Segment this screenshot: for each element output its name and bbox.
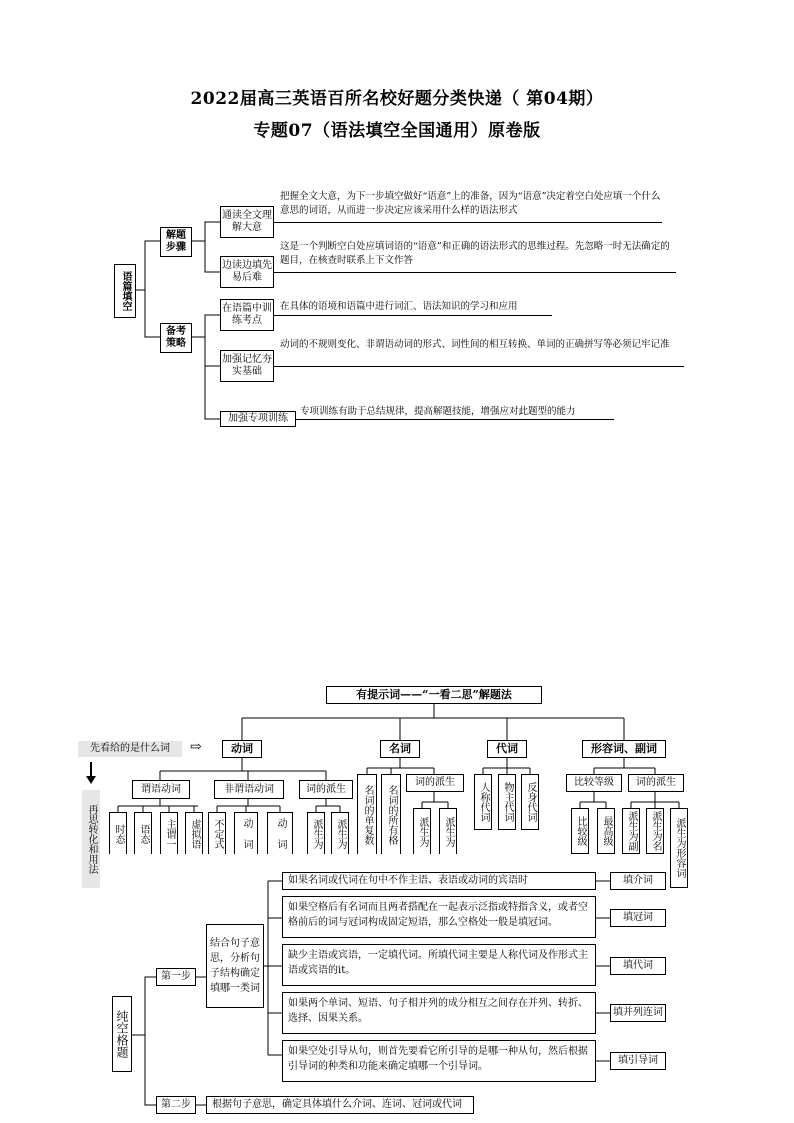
group-pronoun: 代词 xyxy=(487,740,527,758)
step2-desc xyxy=(206,1096,474,1114)
verb-leaf: 主谓一 xyxy=(160,812,178,854)
step2-label: 第二步 xyxy=(156,1096,196,1114)
step1-label: 第一步 xyxy=(156,968,196,986)
rule-desc: 缺少主语或宾语，一定填代词。所填代词主要是人称代词及作形式主语或宾语的it。 xyxy=(288,950,588,976)
verb-leaf: 派生为 xyxy=(331,812,349,854)
desc-read-and-fill: 这是一个判断空白处应填词语的“语意”和正确的语法形式的思维过程。先忽略一时无法确定的题目，在核查时联系上下文作答 xyxy=(280,241,670,266)
rule-box-preposition xyxy=(282,872,596,890)
result-preposition: 填介词 xyxy=(610,872,666,890)
desc-special-training: 专项训练有助于总结规律，提高解题技能，增强应对此题型的能力 xyxy=(300,406,576,417)
step2-text: 根据句子意思，确定具体填什么介词、连词、冠词或代词 xyxy=(212,1099,462,1110)
desc-train-in-context: 在具体的语境和语篇中进行词汇、语法知识的学习和应用 xyxy=(280,301,518,312)
noun-sub-possessive: 名词的所有格 xyxy=(381,774,401,854)
adj-sub-derivation: 词的派生 xyxy=(628,774,684,792)
underline xyxy=(296,419,614,420)
right-arrow-icon: ⇨ xyxy=(190,739,202,755)
rule-desc: 如果空格后有名词而且两者搭配在一起表示泛指或特指含义，或者空格前后的词与冠词构成固定短语，那么空格处一般是填冠词。 xyxy=(288,902,588,928)
underline xyxy=(274,222,662,223)
result-connective: 填引导词 xyxy=(610,1052,666,1070)
group-noun: 名词 xyxy=(380,740,420,758)
noun-leaf: 派生为 xyxy=(413,808,431,854)
branch-solving-steps: 解题步骤 xyxy=(160,227,192,257)
verb-sub-derivation: 词的派生 xyxy=(299,780,353,799)
item-read-through: 通读全文理解大意 xyxy=(220,206,274,238)
verb-leaf: 时态 xyxy=(109,812,127,854)
adj-sub-comparison: 比较等级 xyxy=(566,774,622,792)
noun-sub-plural: 名词的单复数 xyxy=(357,774,377,854)
rule-box-article xyxy=(282,896,596,938)
underline xyxy=(274,272,676,273)
rule-box-pronoun xyxy=(282,944,596,986)
item-strengthen-memory: 加强记忆夯实基础 xyxy=(220,350,274,382)
underline xyxy=(274,366,684,367)
document-title-line2: 专题07（语法填空全国通用）原卷版 xyxy=(253,121,541,141)
pronoun-sub-personal: 人称代词 xyxy=(474,774,492,830)
verb-leaf: 语态 xyxy=(134,812,152,854)
group-adj-adv: 形容词、副词 xyxy=(582,740,666,758)
step1-desc: 结合句子意思，分析句子结构确定填哪一类词 xyxy=(206,924,264,1008)
pronoun-sub-reflexive: 反身代词 xyxy=(521,774,539,830)
rule-desc: 如果名词或代词在句中不作主语、表语或动词的宾语时 xyxy=(288,875,528,886)
rule-box-connective xyxy=(282,1040,596,1082)
verb-leaf: 虚拟语 xyxy=(185,812,203,854)
adj-leaf: 最高级 xyxy=(597,808,615,854)
left-label-think: 再思转化和用法 xyxy=(82,790,100,888)
group-verb: 动词 xyxy=(222,740,262,758)
adj-leaf: 比较级 xyxy=(571,808,589,854)
verb-leaf: 派生为 xyxy=(307,812,325,854)
adj-leaf: 派生为名 xyxy=(646,808,664,854)
verb-sub-predicate: 谓语动词 xyxy=(132,780,190,799)
mindmap-root: 语篇填空 xyxy=(114,264,136,318)
result-pronoun: 填代词 xyxy=(610,957,666,975)
branch-prep-strategy: 备考策略 xyxy=(160,323,192,353)
item-train-in-context: 在语篇中训练考点 xyxy=(220,299,274,331)
document-title-line1: 2022届高三英语百所名校好题分类快递（ 第04期） xyxy=(190,89,604,109)
verb-leaf: 动 词 xyxy=(234,812,258,854)
noun-leaf: 派生为 xyxy=(439,808,457,854)
underline xyxy=(274,315,552,316)
desc-read-through: 把握全文大意，为下一步填空做好“语意”上的准备，因为“语意”决定着空白处应填一个什么意思的词语，从而进一步决定应该采用什么样的语法形式 xyxy=(280,191,661,216)
rule-box-conjunction xyxy=(282,992,596,1034)
verb-leaf: 不定式 xyxy=(208,812,226,854)
adj-leaf: 派生为副 xyxy=(622,808,640,854)
chart3-root: 纯空格题 xyxy=(112,996,132,1072)
verb-leaf: 动 词 xyxy=(267,812,293,854)
item-read-and-fill: 边读边填先易后难 xyxy=(220,256,274,288)
adj-leaf: 派生为形容词 xyxy=(670,808,688,888)
left-label-look: 先看给的是什么词 xyxy=(78,741,182,757)
verb-sub-nonfinite: 非谓语动词 xyxy=(214,780,284,799)
result-article: 填冠词 xyxy=(610,909,666,927)
result-conjunction: 填并列连词 xyxy=(610,1004,666,1022)
rule-desc: 如果两个单词、短语、句子相并列的成分相互之间存在并列、转折、选择、因果关系。 xyxy=(288,998,588,1024)
chart2-title: 有提示词——“一看二思”解题法 xyxy=(326,686,542,704)
pronoun-sub-possessive: 物主代词 xyxy=(498,774,516,830)
desc-strengthen-memory: 动词的不规则变化、非谓语动词的形式、词性间的相互转换、单词的正确拼写等必须记牢记准 xyxy=(280,339,670,350)
noun-sub-derivation: 词的派生 xyxy=(406,774,464,792)
rule-desc: 如果空处引导从句，则首先要看它所引导的是哪一种从句，然后根据引导词的种类和功能来确定填哪一个引导词。 xyxy=(288,1046,588,1072)
item-special-training: 加强专项训练 xyxy=(220,411,296,427)
